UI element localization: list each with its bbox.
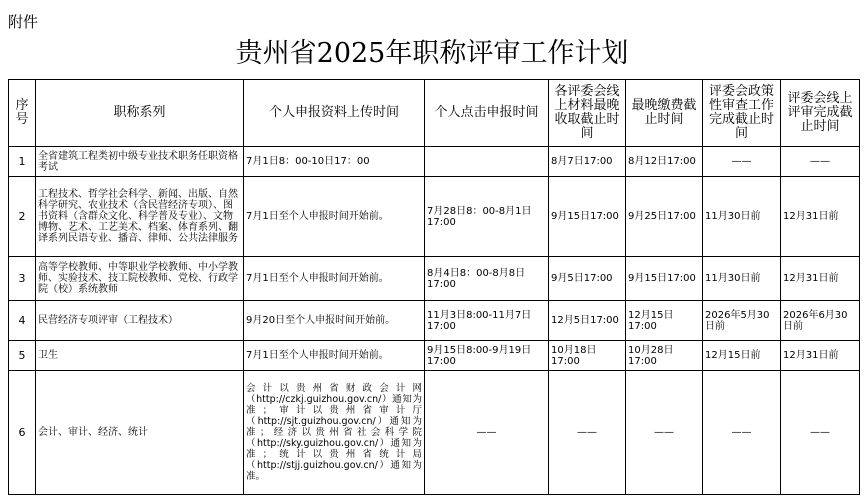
row-upload: 7月1日至个人申报时间开始前。	[244, 341, 425, 371]
row-apply: 7月28日8：00-8月1日17:00	[425, 177, 549, 257]
row-series: 会计、审计、经济、统计	[36, 371, 244, 495]
row-review: 2026年5月30日前	[703, 301, 781, 341]
row-upload: 9月20日至个人申报时间开始前。	[244, 301, 425, 341]
row-review: ——	[703, 147, 781, 177]
row-apply: 11月3日8:00-11月7日17:00	[425, 301, 549, 341]
row-review: 11月30日前	[703, 257, 781, 301]
row-no: 4	[9, 301, 36, 341]
table-row	[9, 147, 860, 177]
header-online-review-deadline: 评委会线上评审完成截止时间	[781, 80, 860, 147]
row-no: 5	[9, 341, 36, 371]
row-payment: 10月28日17:00	[626, 341, 703, 371]
row-payment: 8月12日17:00	[626, 147, 703, 177]
header-payment-deadline: 最晚缴费截止时间	[626, 80, 703, 147]
row-online: 12月31日前	[781, 177, 860, 257]
row-materials: 9月5日17:00	[549, 257, 626, 301]
row-series: 卫生	[36, 341, 244, 371]
header-no: 序号	[9, 80, 36, 147]
schedule-table	[8, 79, 860, 495]
row-no: 3	[9, 257, 36, 301]
row-review: 11月30日前	[703, 177, 781, 257]
document-title: 贵州省2025年职称评审工作计划	[235, 38, 629, 69]
row-online: ——	[781, 147, 860, 177]
row-materials: 10月18日17:00	[549, 341, 626, 371]
table-row	[9, 177, 860, 257]
row-upload: 7月1日8：00-10日17：00	[244, 147, 425, 177]
row-series: 高等学校教师、中等职业学校教师、中小学教师、实验技术、技工院校教师、党校、行政学院（校）系统教师	[36, 257, 244, 301]
row-materials: 9月15日17:00	[549, 177, 626, 257]
row-upload: 会计以贵州省财政会计网（http://czkj.guizhou.gov.cn/）通知为准；审计以贵州省审计厅（http://sjt.guizhou.gov.cn/）通知为准；经济以贵州省社会科学院（http://sky.guizhou.gov.cn/）通知为准；统计以贵州省统计局（http://stjj.guizhou.gov.cn/）通知为准。	[244, 371, 425, 495]
row-series: 全省建筑工程类初中级专业技术职务任职资格考试	[36, 147, 244, 177]
row-online: ——	[781, 371, 860, 495]
table-row	[9, 341, 860, 371]
row-online: 2026年6月30日前	[781, 301, 860, 341]
header-materials-deadline: 各评委会线上材料最晚收取截止时间	[549, 80, 626, 147]
row-materials: 8月7日17:00	[549, 147, 626, 177]
row-payment: 12月15日17:00	[626, 301, 703, 341]
row-series: 民营经济专项评审（工程技术）	[36, 301, 244, 341]
row-upload: 7月1日至个人申报时间开始前。	[244, 257, 425, 301]
attachment-label: 附件	[8, 13, 39, 31]
row-apply: 9月15日8:00-9月19日17:00	[425, 341, 549, 371]
row-online: 12月31日前	[781, 341, 860, 371]
table-row	[9, 371, 860, 495]
row-apply	[425, 147, 549, 177]
row-no: 1	[9, 147, 36, 177]
row-upload: 7月1日至个人申报时间开始前。	[244, 177, 425, 257]
row-materials: ——	[549, 371, 626, 495]
table-row	[9, 301, 860, 341]
header-series: 职称系列	[36, 80, 244, 147]
row-payment: 9月15日17:00	[626, 257, 703, 301]
row-series: 工程技术、哲学社会科学、新闻、出版、自然科学研究、农业技术（含民营经济专项）、图书资料（含群众文化、科学普及专业）、文物博物、艺术、工艺美术、档案、体育系列、翻译系列民语专业、播音、律师、公共法律服务	[36, 177, 244, 257]
row-online: 12月31日前	[781, 257, 860, 301]
header-upload-time: 个人申报资料上传时间	[244, 80, 425, 147]
row-payment: ——	[626, 371, 703, 495]
row-no: 6	[9, 371, 36, 495]
row-payment: 9月25日17:00	[626, 177, 703, 257]
header-review-deadline: 评委会政策性审查工作完成截止时间	[703, 80, 781, 147]
row-apply: ——	[425, 371, 549, 495]
row-review: ——	[703, 371, 781, 495]
row-materials: 12月5日17:00	[549, 301, 626, 341]
row-apply: 8月4日8：00-8月8日17:00	[425, 257, 549, 301]
header-apply-time: 个人点击申报时间	[425, 80, 549, 147]
row-review: 12月15日前	[703, 341, 781, 371]
header-row	[9, 80, 860, 147]
table-row	[9, 257, 860, 301]
row-no: 2	[9, 177, 36, 257]
